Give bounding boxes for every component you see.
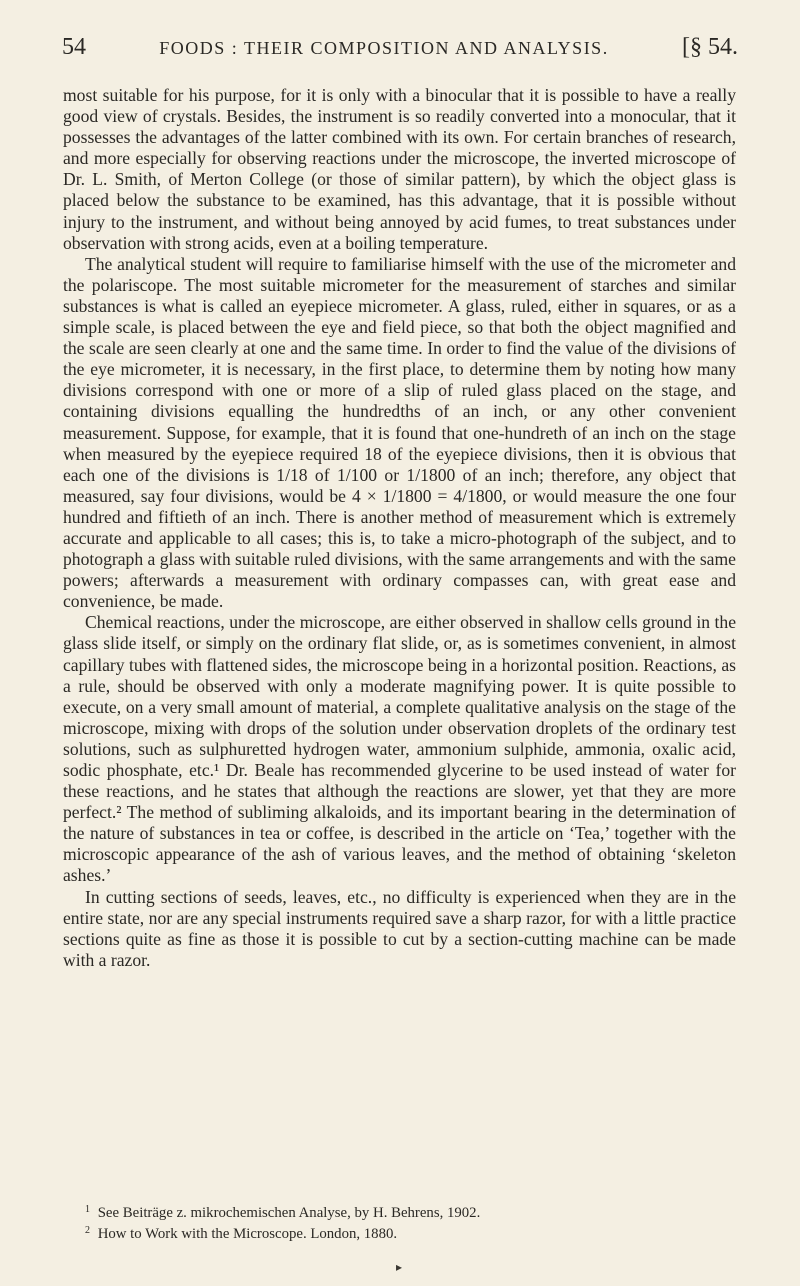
section-marker: [§ 54.: [681, 34, 738, 60]
footnote-mark: 2: [85, 1225, 90, 1236]
page-number: 54: [62, 34, 86, 60]
footnote: [63, 1201, 736, 1222]
paragraph-cutting-sections: In cutting sections of seeds, leaves, etc., no difficulty is experienced when they are in the entire state, nor are any special instruments required save a sharp razor, for with a little practice sections quite as fine as those it is possible to cut by a section-cutting machine can be made with a razor.: [63, 886, 736, 970]
paragraph-chemical-reactions: Chemical reactions, under the microscope, are either observed in shallow cells ground in the glass slide itself, or simply on the ordinary flat slide, or, as is sometimes convenient, in almost capillary tubes with flattened sides, the microscope being in a horizontal position. Reactions, as a rule, should be observed with only a moderate magnifying power. It is quite possible to execute, on a very small amount of material, a complete qualitative analysis on the stage of the microscope, mixing with drops of the solution under observation droplets of the ordinary test solutions, such as sulphuretted hydrogen water, ammonium sulphide, ammonia, oxalic acid, sodic phosphate, etc.¹ Dr. Beale has recommended glycerine to be used instead of water for these reactions, and he states that although the reactions are slower, yet that they are more perfect.² The method of subliming alkaloids, and its important bearing in the determination of the nature of substances in tea or coffee, is described in the article on ‘Tea,’ together with the microscopic appearance of the ash of various leaves, and the method of obtaining ‘skeleton ashes.’: [63, 612, 736, 886]
footnote: [63, 1222, 736, 1243]
footnote-text: See Beiträge z. mikrochemischen Analyse, by H. Behrens, 1902.: [97, 1205, 481, 1221]
running-header: [62, 34, 738, 61]
paragraph-microscope: most suitable for his purpose, for it is only with a binocular that it is possible to have a really good view of crystals. Besides, the instrument is so readily converted into a monocular, that it possesses the advantages of the latter combined with its own. For certain branches of research, and more especially for observing reactions under the microscope, the inverted microscope of Dr. L. Smith, of Merton College (or those of similar pattern), by which the object glass is placed below the substance to be examined, has this advantage, that it is possible without injury to the instrument, and without being annoyed by acid fumes, to treat substances under observation with strong acids, even at a boiling temperature.: [63, 85, 736, 253]
footnote-text: How to Work with the Microscope. London, 1880.: [97, 1226, 398, 1242]
paragraph-micrometer: The analytical student will require to familiarise himself with the use of the micrometer and the polariscope. The most suitable micrometer for the measurement of starches and similar substances is what is called an eyepiece micrometer. A glass, ruled, either in squares, or as a simple scale, is placed between the eye and field piece, so that both the object magnified and the scale are seen clearly at one and the same time. In order to find the value of the divisions of the eye micrometer, it is necessary, in the first place, to determine them by noting how many divisions correspond with one or more of a slip of ruled glass placed on the stage, and containing divisions equalling the hundredths of an inch, or any other convenient measurement. Suppose, for example, that it is found that one-hundreth of an inch on the stage when measured by the eyepiece required 18 of the eyepiece divisions, then it is obvious that each one of the divisions is 1/18 of 1/100 or 1/1800 of an inch; therefore, any object that measured, say four divisions, would be 4 × 1/1800 = 4/1800, or would measure the one four hundred and fiftieth of an inch. There is another method of measurement which is extremely accurate and applicable to all cases; this is, to take a micro-photograph of the subject, and to photograph a glass with suitable ruled divisions, with the same arrangements and with the same powers; afterwards a measurement with ordinary compasses can, with great ease and convenience, be made.: [63, 253, 736, 612]
footnotes: [63, 1201, 736, 1243]
running-title: FOODS : THEIR COMPOSITION AND ANALYSIS.: [159, 38, 609, 58]
footnote-mark: 1: [85, 1204, 90, 1215]
body-text: [63, 85, 736, 971]
printer-mark: ▸: [396, 1260, 403, 1274]
